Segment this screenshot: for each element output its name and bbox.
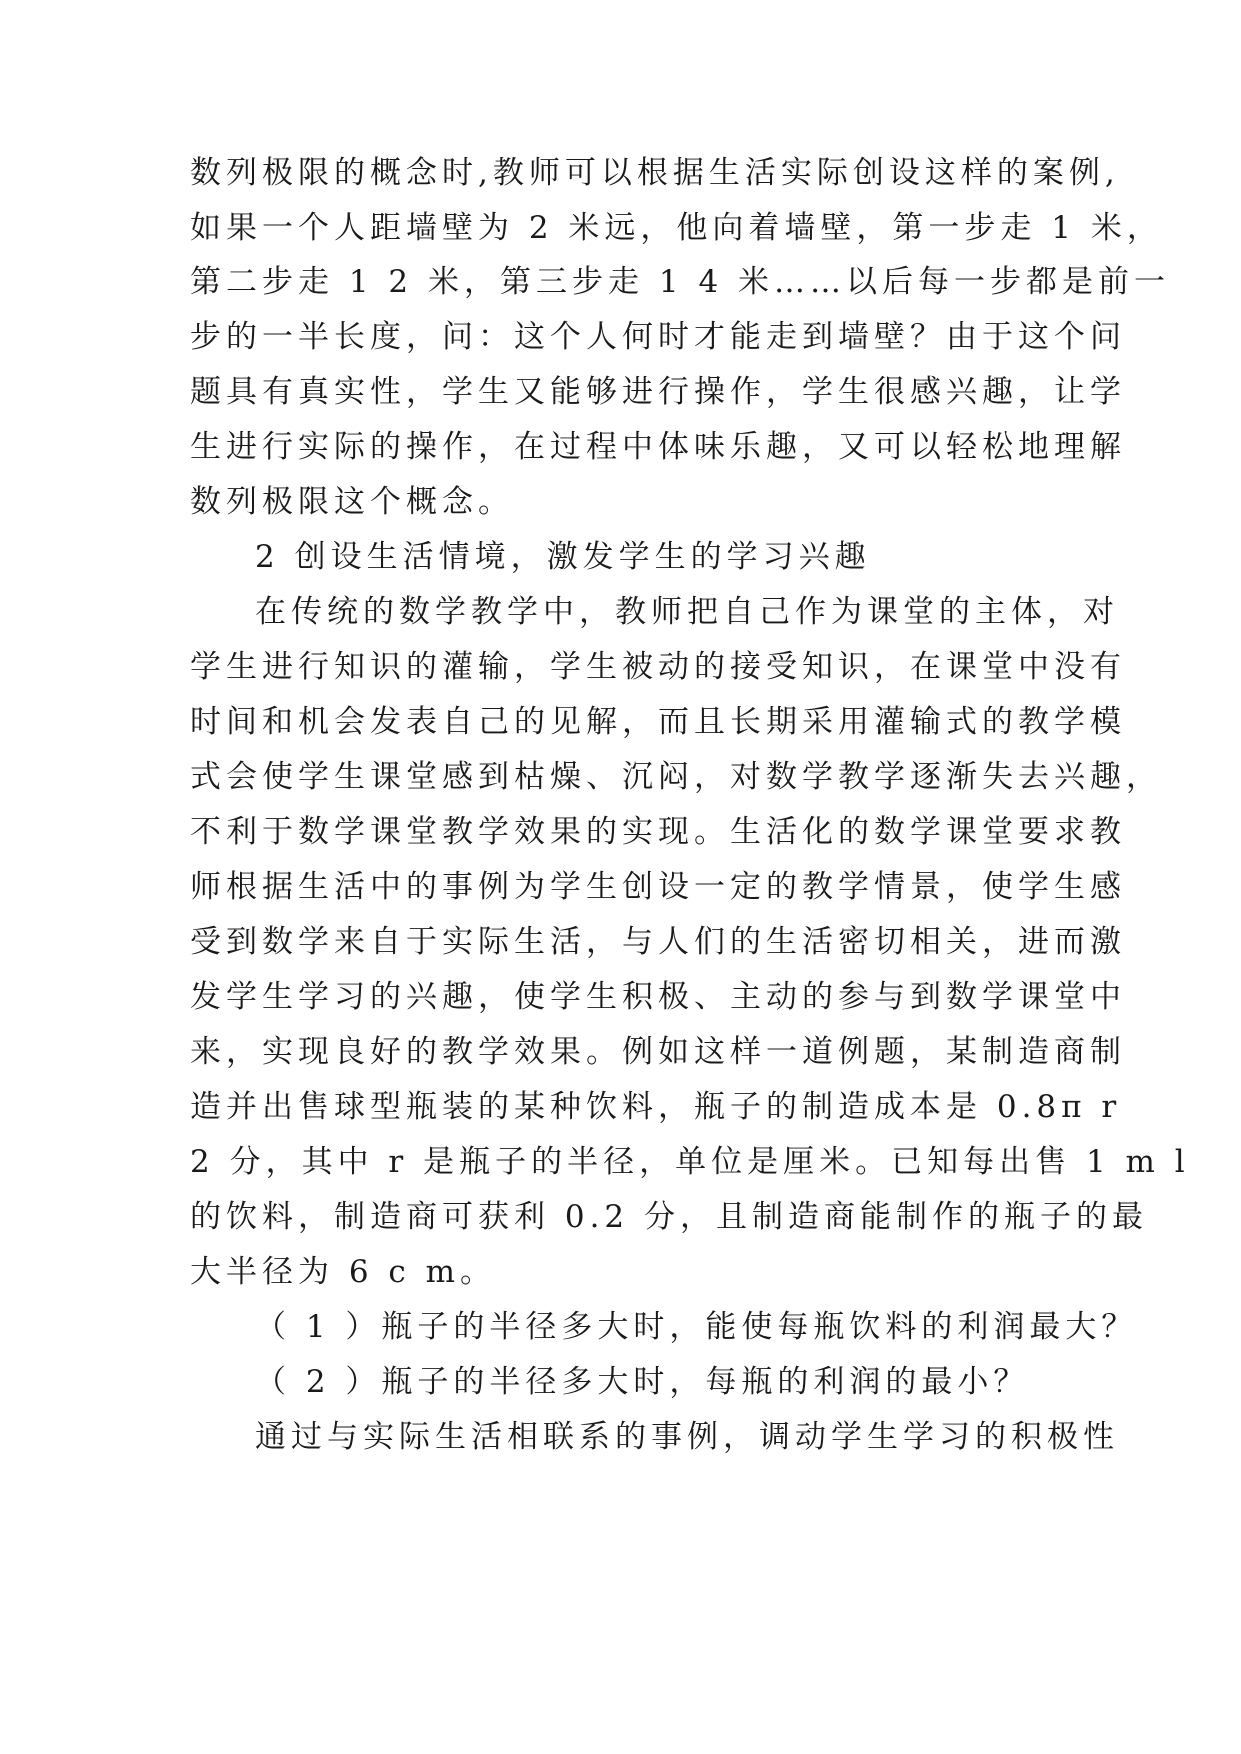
text-line: 大半径为 6 c m。 <box>190 1254 497 1290</box>
text-line: 时间和机会发表自己的见解，而且长期采用灌输式的教学模 <box>190 704 1126 740</box>
text-line: 的饮料，制造商可获利 0.2 分，且制造商能制作的瓶子的最 <box>190 1199 1149 1235</box>
text-line: 发学生学习的兴趣，使学生积极、主动的参与到数学课堂中 <box>190 979 1126 1015</box>
text-line: 步的一半长度，问：这个人何时才能走到墙壁？由于这个问 <box>190 319 1126 355</box>
text-line: 师根据生活中的事例为学生创设一定的教学情景，使学生感 <box>190 869 1126 905</box>
text-line: 式会使学生课堂感到枯燥、沉闷，对数学教学逐渐失去兴趣， <box>190 759 1162 795</box>
text-line: 受到数学来自于实际生活，与人们的生活密切相关，进而激 <box>190 924 1126 960</box>
text-line: 造并出售球型瓶装的某种饮料，瓶子的制造成本是 0.8π r <box>190 1089 1122 1125</box>
text-line: 数列极限这个概念。 <box>190 484 514 520</box>
question-1: （ 1 ）瓶子的半径多大时，能使每瓶饮料的利润最大？ <box>255 1309 1138 1345</box>
text-line: 题具有真实性，学生又能够进行操作，学生很感兴趣，让学 <box>190 374 1126 410</box>
text-line: 在传统的数学教学中，教师把自己作为课堂的主体，对 <box>255 594 1119 630</box>
text-line: 通过与实际生活相联系的事例，调动学生学习的积极性 <box>255 1419 1119 1455</box>
text-line: 来，实现良好的教学效果。例如这样一道例题，某制造商制 <box>190 1034 1126 1070</box>
text-line: 2 分，其中 r 是瓶子的半径，单位是厘米。已知每出售 1 m l <box>190 1144 1190 1180</box>
question-2: （ 2 ）瓶子的半径多大时，每瓶的利润的最小？ <box>255 1364 1030 1400</box>
section-heading: 2 创设生活情境，激发学生的学习兴趣 <box>255 539 871 575</box>
text-line: 不利于数学课堂教学效果的实现。生活化的数学课堂要求教 <box>190 814 1126 850</box>
text-line: 第二步走 1 2 米，第三步走 1 4 米……以后每一步都是前一 <box>190 264 1171 300</box>
text-line: 如果一个人距墙壁为 2 米远，他向着墙壁，第一步走 1 米， <box>190 210 1163 246</box>
text-line: 生进行实际的操作，在过程中体味乐趣，又可以轻松地理解 <box>190 429 1126 465</box>
text-line: 数列极限的概念时,教师可以根据生活实际创设这样的案例, <box>190 155 1120 191</box>
text-line: 学生进行知识的灌输，学生被动的接受知识，在课堂中没有 <box>190 649 1126 685</box>
